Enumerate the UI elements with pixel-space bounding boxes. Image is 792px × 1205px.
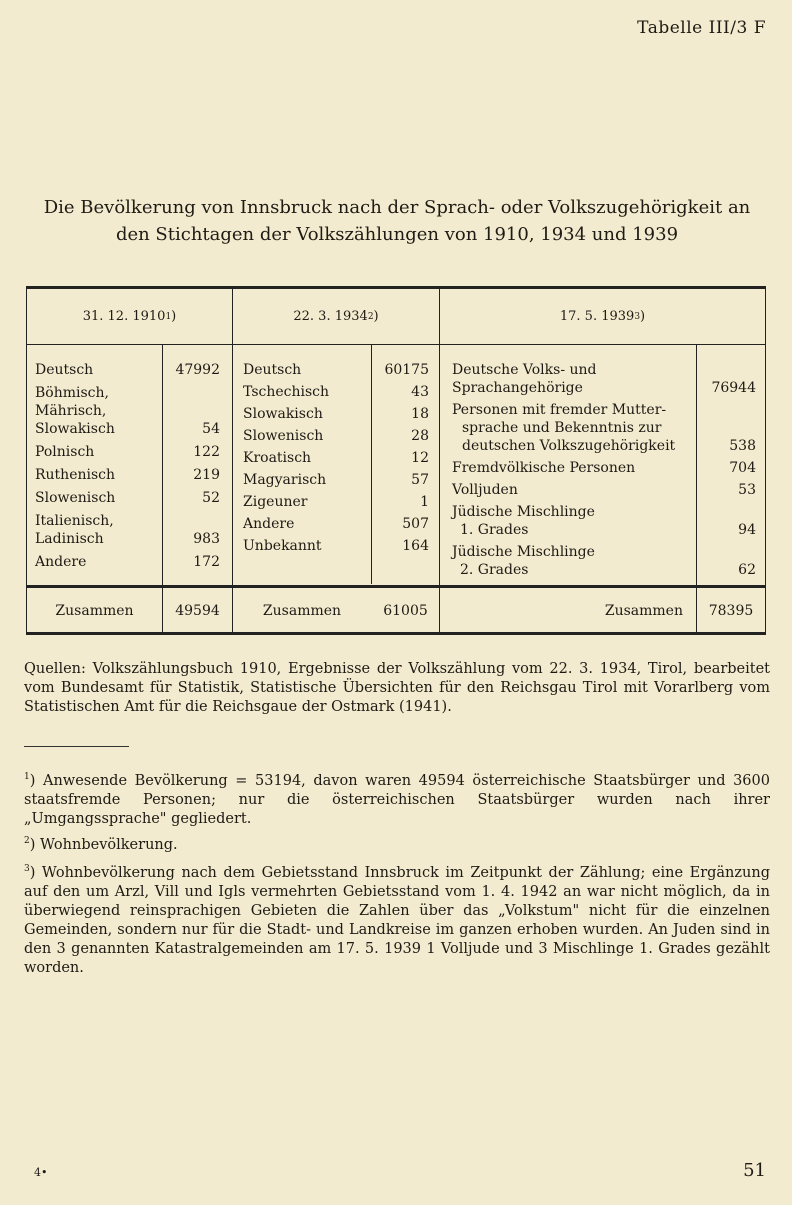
header-note: 2: [367, 311, 374, 322]
values-1934: [373, 359, 429, 557]
row-value: 94: [738, 522, 756, 538]
row-label: Böhmisch,: [35, 385, 109, 401]
row-label: Deutsch: [243, 362, 302, 378]
row-value: [164, 402, 220, 420]
header-date: 22. 3. 1934: [293, 309, 368, 324]
row-value: 43: [411, 384, 429, 400]
row-label: Slowenisch: [35, 490, 116, 506]
header-1939: [440, 289, 765, 344]
row-label: 2. Grades: [460, 562, 529, 578]
row-label: Fremdvölkische Personen: [452, 460, 636, 476]
footnote-rule: [24, 746, 129, 747]
page-title: Die Bevölkerung von Innsbruck nach der Sprach- oder Volkszugehörigkeit an den Stichtagen der Volkszählungen von 1910, 1934 und 1939: [43, 197, 751, 245]
footnote-mark: 2: [24, 836, 30, 846]
total-label-1934: Zusammen: [262, 603, 342, 619]
footnote-text: Wohnbevölkerung nach dem Gebietsstand Innsbruck im Zeitpunkt der Zählung; eine Ergänzung auf den um Arzl, Vill und Igls vermehrten Gebietsstand vom 1. 4. 1942 an war nicht möglich, da in überwiegend reinsprachigen Gebieten die Zahlen über das „Volkstum" nicht für die einzelnen Gemeinden, sondern nur für die Stadt- und Landkreise im ganzen erhoben wurden. An Juden sind in den 3 genannten Katastralgemeinden am 17. 5. 1939 1 Volljude und 3 Mischlinge 1. Grades gezählt worden.: [24, 864, 770, 976]
row-label: Mährisch,: [35, 403, 107, 419]
header-note: 3: [634, 311, 641, 322]
row-value: [698, 419, 756, 437]
row-value: 76944: [711, 380, 756, 396]
table-label: Tabelle III/3 F: [637, 18, 766, 38]
footnote-text: Anwesende Bevölkerung = 53194, davon waren 49594 österreichische Staatsbürger und 3600 staatsfremde Personen; nur die österreichischen Staatsbürger wurden nach ihrer „Umgangssprache" gegliedert.: [24, 772, 770, 827]
row-label: Italienisch,: [35, 513, 114, 529]
row-value: 18: [411, 406, 429, 422]
footnote-paren: ): [29, 864, 42, 881]
signature-mark: 4•: [34, 1166, 48, 1179]
total-label-1910: Zusammen: [55, 603, 134, 619]
row-value: 12: [411, 450, 429, 466]
labels-1939: [452, 361, 675, 579]
header-1934: [233, 289, 439, 344]
row-label: sprache und Bekenntnis zur: [462, 420, 662, 436]
total-label-1939: Zusammen: [604, 603, 683, 619]
row-value: 53: [738, 482, 756, 498]
row-label: Unbekannt: [243, 538, 322, 554]
row-label: deutschen Volkszugehörigkeit: [462, 438, 676, 454]
row-label: Sprachangehörige: [452, 380, 583, 396]
row-value: 704: [729, 460, 756, 476]
footnote-mark: 3: [24, 864, 30, 874]
header-paren: ): [373, 309, 379, 324]
row-label: Kroatisch: [243, 450, 312, 466]
row-value: [164, 512, 220, 530]
header-rule: [27, 344, 765, 345]
statistics-table: [26, 286, 766, 635]
row-value: 54: [202, 421, 220, 437]
footnote-1: [24, 768, 770, 829]
row-value: [164, 384, 220, 402]
footnote-paren: ): [29, 772, 43, 789]
labels-1910: [35, 361, 115, 571]
header-paren: ): [171, 309, 177, 324]
row-label: Zigeuner: [243, 494, 308, 510]
row-label: 1. Grades: [460, 522, 529, 538]
row-label: Magyarisch: [243, 472, 327, 488]
header-paren: ): [640, 309, 646, 324]
footnote-3: [24, 860, 770, 978]
row-value: 172: [193, 554, 220, 570]
row-value: 983: [193, 531, 220, 547]
footnote-paren: ): [29, 836, 41, 853]
row-value: 52: [202, 490, 220, 506]
page-number: 51: [743, 1160, 766, 1181]
row-label: Volljuden: [452, 482, 518, 498]
row-value: [698, 361, 756, 379]
row-label: Deutsch: [35, 362, 94, 378]
row-label: Jüdische Mischlinge: [452, 504, 595, 520]
row-label: Slowakisch: [35, 421, 115, 437]
row-label: Polnisch: [35, 444, 95, 460]
row-value: 28: [411, 428, 429, 444]
total-value-1910: 49594: [175, 603, 220, 619]
footnote-text: Wohnbevölkerung.: [40, 836, 178, 853]
row-label: Ladinisch: [35, 531, 104, 547]
row-label: Deutsche Volks- und: [452, 362, 597, 378]
row-value: 60175: [384, 362, 429, 378]
values-1939: [698, 361, 756, 579]
sources-note: Quellen: Volkszählungsbuch 1910, Ergebnisse der Volkszählung vom 22. 3. 1934, Tirol, bearbeitet vom Bundesamt für Statistik, Statistische Übersichten für den Reichsgau Tirol mit Vorarlberg vom Statistischen Amt für die Reichsgaue der Ostmark (1941).: [24, 661, 770, 715]
row-value: 57: [411, 472, 429, 488]
value-divider: [371, 344, 372, 584]
row-value: [698, 543, 756, 561]
row-label: Ruthenisch: [35, 467, 116, 483]
row-label: Slowenisch: [243, 428, 324, 444]
row-value: [698, 503, 756, 521]
header-note: 1: [165, 311, 172, 322]
totals-rule: [27, 585, 765, 588]
total-value-1939: 78395: [708, 603, 754, 619]
row-label: Personen mit fremder Mutter-: [452, 402, 667, 418]
row-label: Andere: [243, 516, 295, 532]
row-value: [698, 401, 756, 419]
row-value: 1: [420, 494, 429, 510]
row-value: 62: [738, 562, 756, 578]
row-label: Jüdische Mischlinge: [452, 544, 595, 560]
row-value: 164: [402, 538, 429, 554]
values-1910: [164, 361, 220, 571]
footnote-mark: 1: [24, 772, 30, 782]
row-label: Tschechisch: [243, 384, 330, 400]
header-date: 17. 5. 1939: [559, 309, 635, 324]
row-value: 507: [402, 516, 429, 532]
row-value: 219: [193, 467, 220, 483]
header-1910: [27, 289, 232, 344]
row-value: 122: [193, 444, 220, 460]
total-value-1934: 61005: [383, 603, 428, 619]
row-label: Slowakisch: [243, 406, 323, 422]
row-label: Andere: [35, 554, 87, 570]
row-value: 47992: [175, 362, 220, 378]
labels-1934: [243, 359, 329, 557]
row-value: 538: [729, 438, 756, 454]
footnote-2: [24, 832, 770, 855]
header-date: 31. 12. 1910: [82, 309, 166, 324]
